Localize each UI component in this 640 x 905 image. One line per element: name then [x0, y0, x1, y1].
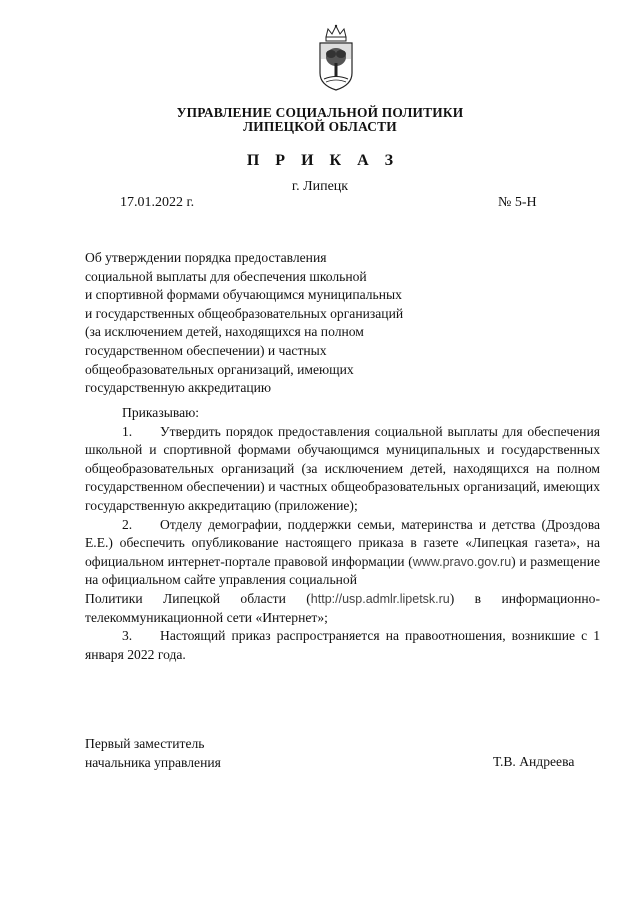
- subject-line: и государственных общеобразовательных организаций: [85, 305, 404, 321]
- order-intro: Приказываю:: [122, 405, 200, 420]
- subject-line: (за исключением детей, находящихся на полном: [85, 324, 364, 340]
- signatory-position: [85, 735, 221, 772]
- item-number: 1.: [122, 423, 133, 439]
- signatory-name: Т.В. Андреева: [493, 754, 575, 769]
- item-number: 2.: [122, 516, 133, 532]
- pravo-link[interactable]: www.pravo.gov.ru: [412, 554, 512, 569]
- order-item-1: [85, 423, 600, 516]
- item-text: Утвердить порядок предоставления социальной выплаты для обеспечения школьной и спортивной формами обучающимся муниципальных и государственных общеобразовательных организаций (за исключением детей, находящихся на полном государственном обеспечении) и частных общеобразовательных организаций, имеющих государственную аккредитацию (приложение);: [85, 423, 600, 513]
- agency-line-2: ЛИПЕЦКОЙ ОБЛАСТИ: [243, 119, 397, 134]
- document-date: 17.01.2022 г.: [120, 195, 195, 210]
- document-subject: [85, 249, 465, 398]
- document-type: П Р И К А З: [246, 152, 400, 169]
- subject-line: социальной выплаты для обеспечения школьной: [85, 268, 367, 284]
- document-body: [85, 404, 600, 664]
- item-text: ) и размещение на официальном сайте управления социальной: [85, 553, 600, 588]
- city: г. Липецк: [291, 179, 349, 194]
- order-item-2-continued: [85, 590, 600, 627]
- document-number: № 5-Н: [498, 195, 537, 210]
- position-line-1: Первый заместитель: [85, 736, 205, 751]
- coat-of-arms-icon: [312, 23, 360, 93]
- order-item-3: [85, 627, 600, 664]
- subject-line: государственном обеспечении) и частных: [85, 342, 327, 358]
- subject-line: общеобразовательных организаций, имеющих: [85, 361, 354, 377]
- position-line-2: начальника управления: [85, 754, 221, 770]
- item-text: ) в информационно-телекоммуникационной сети «Интернет»;: [85, 590, 600, 625]
- subject-line: Об утверждении порядка предоставления: [85, 250, 327, 265]
- usp-link[interactable]: http://usp.admlr.lipetsk.ru: [310, 591, 450, 606]
- agency-name: [0, 106, 640, 134]
- item-text: Политики Липецкой области (: [85, 590, 311, 606]
- agency-line-1: УПРАВЛЕНИЕ СОЦИАЛЬНОЙ ПОЛИТИКИ: [176, 105, 464, 120]
- order-item-2: [85, 516, 600, 590]
- item-text: Настоящий приказ распространяется на правоотношения, возникшие с 1 января 2022 года.: [85, 628, 600, 662]
- subject-line: и спортивной формами обучающимся муниципальных: [85, 287, 402, 303]
- item-number: 3.: [122, 628, 133, 644]
- subject-line: государственную аккредитацию: [85, 380, 272, 396]
- item-text: Отделу демографии, поддержки семьи, материнства и детства (Дроздова Е.Е.) обеспечить опубликование настоящего приказа в газете «Липецкая газета», на официальном интернет-портале правовой информации (: [85, 516, 600, 569]
